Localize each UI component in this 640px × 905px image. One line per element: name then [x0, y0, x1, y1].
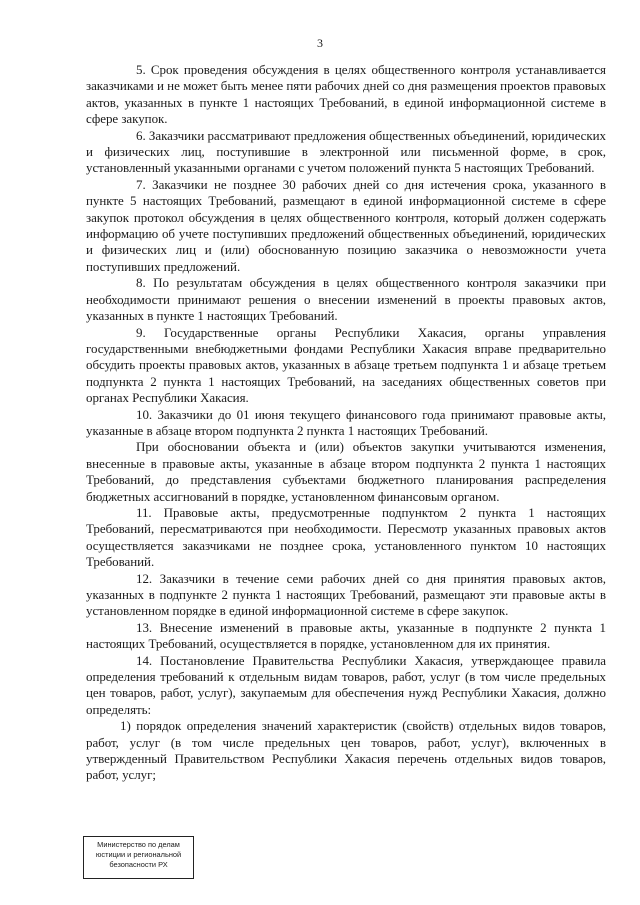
paragraph-14-item-1: 1) порядок определения значений характеристик (свойств) отдельных видов товаров, работ, услуг (в том числе предельных цен товаров, работ, услуг), включенных в утвержденный Правительством Республики Хакасия перечень отдельных видов товаров, работ, услуг;: [86, 718, 606, 783]
stamp-line: юстиции и региональной: [95, 850, 182, 859]
paragraph-9: 9. Государственные органы Республики Хакасия, органы управления государственными внебюджетными фондами Республики Хакасия вправе предварительно обсудить проекты правовых актов, указанных в абзаце третьем подпункта 1 и абзаце третьем подпункта 2 пункта 1 настоящих Требований, на заседаниях общественных советов при органах Республики Хакасия.: [86, 324, 606, 406]
page-number: 3: [317, 36, 323, 50]
paragraph-7: 7. Заказчики не позднее 30 рабочих дней со дня истечения срока, указанного в пункте 5 настоящих Требований, размещают в единой информационной системе в сфере закупок протокол обсуждения в целях общественного контроля, который должен содержать информацию об учете поступивших предложений общественных объединений, юридических и физических лиц и (или) обоснованную позицию заказчика о невозможности учета поступивших предложений.: [86, 176, 606, 274]
paragraph-10: 10. Заказчики до 01 июня текущего финансового года принимают правовые акты, указанные в абзаце втором подпункта 2 пункта 1 настоящих Требований.: [86, 406, 606, 438]
registration-stamp: [83, 836, 194, 879]
paragraph-14: 14. Постановление Правительства Республики Хакасия, утверждающее правила определения требований к отдельным видам товаров, работ, услуг (в том числе предельных цен товаров, работ, услуг), закупаемым для обеспечения нужд Республики Хакасия, должно определять:: [86, 652, 606, 717]
document-body: [86, 62, 606, 784]
paragraph-11: 11. Правовые акты, предусмотренные подпунктом 2 пункта 1 настоящих Требований, пересматриваются при необходимости. Пересмотр указанных правовых актов осуществляется заказчиками не позднее срока, установленного пунктом 10 настоящих Требований.: [86, 504, 606, 570]
paragraph-12: 12. Заказчики в течение семи рабочих дней со дня принятия правовых актов, указанных в подпункте 2 пункта 1 настоящих Требований, размещают эти правовые акты в установленном порядке в единой информационной системе в сфере закупок.: [86, 570, 606, 619]
paragraph-6: 6. Заказчики рассматривают предложения общественных объединений, юридических и физических лиц, поступившие в электронной или письменной форме, в срок, установленный указанными органами с учетом положений пункта 5 настоящих Требований.: [86, 127, 606, 176]
paragraph-8: 8. По результатам обсуждения в целях общественного контроля заказчики при необходимости принимают решения о внесении изменений в проекты правовых актов, указанных в пункте 1 настоящих Требований.: [86, 275, 606, 324]
paragraph-10-continuation: При обосновании объекта и (или) объектов закупки учитываются изменения, внесенные в правовые акты, указанные в абзаце втором подпункта 2 пункта 1 настоящих Требований, до представления субъектами бюджетного планирования распределения бюджетных ассигнований в порядке, установленном финансовым органом.: [86, 439, 606, 504]
paragraph-5: 5. Срок проведения обсуждения в целях общественного контроля устанавливается заказчиками и не может быть менее пяти рабочих дней со дня размещения проектов правовых актов, указанных в пункте 1 настоящих Требований, в единой информационной системе в сфере закупок.: [86, 62, 606, 127]
paragraph-13: 13. Внесение изменений в правовые акты, указанные в подпункте 2 пункта 1 настоящих Требований, осуществляется в порядке, установленном для их принятия.: [86, 619, 606, 652]
stamp-line: Министерство по делам: [97, 840, 180, 849]
stamp-line: безопасности РХ: [109, 860, 168, 869]
